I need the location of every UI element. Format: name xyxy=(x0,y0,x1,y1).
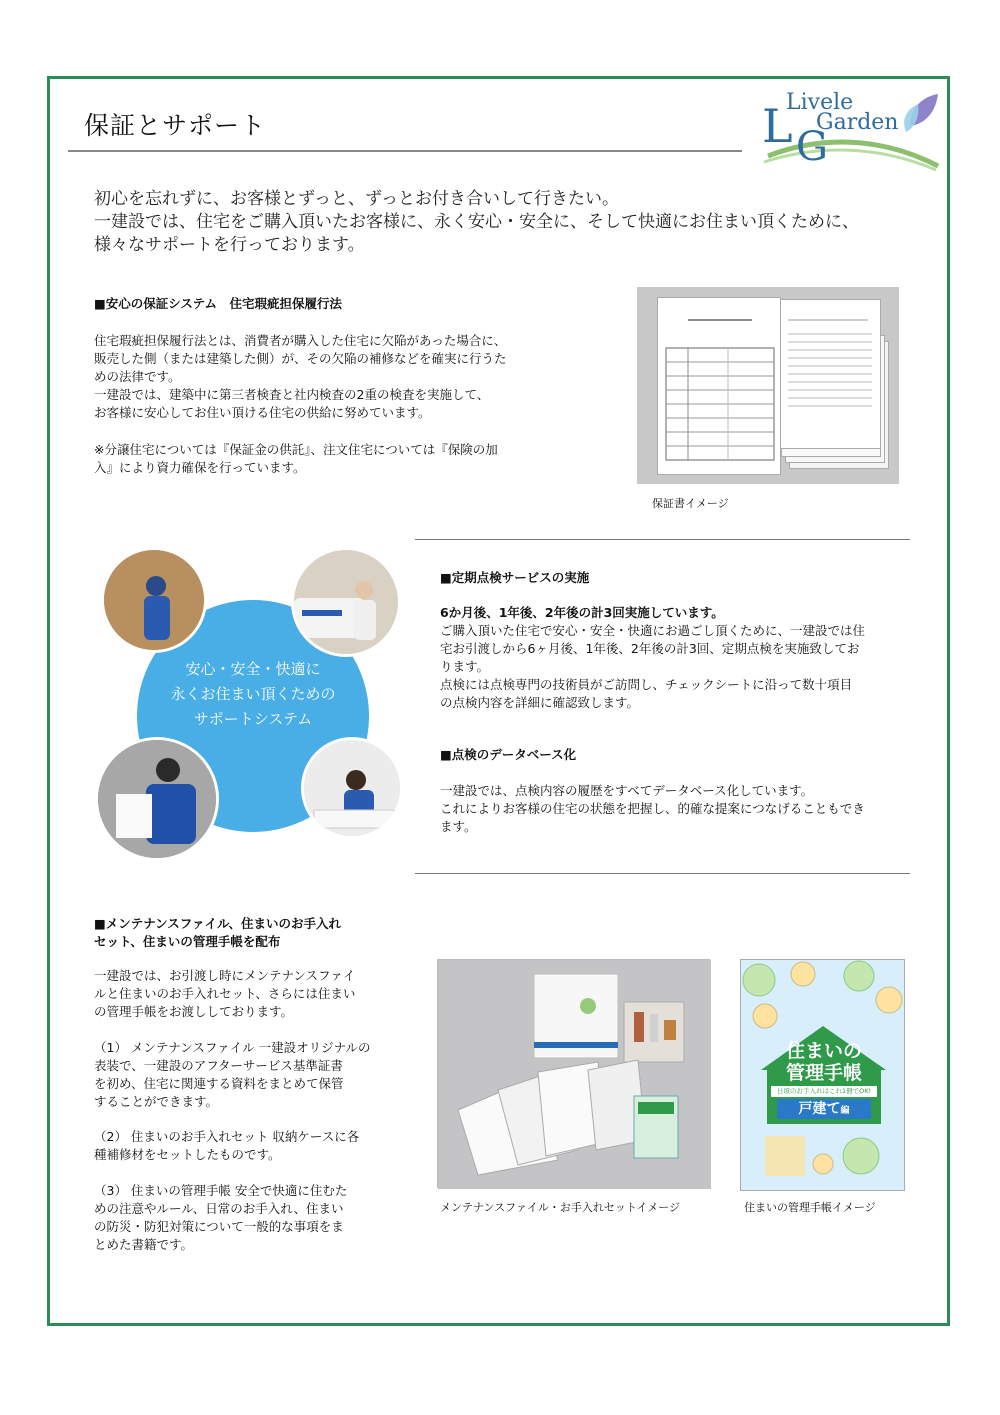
warranty-certificate-document xyxy=(657,297,781,475)
svg-text:G: G xyxy=(796,124,828,170)
warranty-note-line: 入』により資力確保を行っています。 xyxy=(94,460,306,475)
maintenance-line: （1） メンテナンスファイル 一建設オリジナルの xyxy=(94,1040,371,1055)
maintenance-heading-line: セット、住まいの管理手帳を配布 xyxy=(94,934,281,949)
booklet-ribbon: 日頃のお手入れはこれ1冊でOK! xyxy=(771,1086,877,1097)
warranty-line: 販売した側（または建築した側）が、その欠陥の補修などを確実に行うた xyxy=(94,351,507,366)
management-booklet-cover xyxy=(740,959,905,1191)
maintenance-line: 表装で、一建設のアフターサービス基準証書 xyxy=(94,1058,343,1073)
inspection-line: ご購入頂いた住宅で安心・安全・快適にお過ごし頂くために、一建設では住 xyxy=(440,623,866,638)
maintenance-heading xyxy=(94,915,341,951)
maintenance-line: を初め、住宅に関連する資料をまとめて保管 xyxy=(94,1076,344,1091)
booklet-title-line: 住まいの xyxy=(785,1040,862,1062)
database-body xyxy=(440,782,865,836)
maintenance-para4 xyxy=(94,1182,347,1254)
service-van-icon xyxy=(294,550,398,654)
page-title: 保証とサポート xyxy=(84,111,267,140)
intro-line: 様々なサポートを行っております。 xyxy=(94,235,365,255)
document-lines-icon xyxy=(778,300,882,450)
maintenance-line: 種補修材をセットしたものです。 xyxy=(94,1147,281,1162)
support-line: 永くお住まい頂くための xyxy=(170,685,336,703)
booklet-type-label xyxy=(777,1099,871,1119)
maintenance-para3 xyxy=(94,1128,359,1164)
maintenance-line: 一建設では、お引渡し時にメンテナンスファイ xyxy=(94,968,356,983)
maintenance-line: （3） 住まいの管理手帳 安全で快適に住むた xyxy=(94,1183,348,1198)
database-heading: ■点検のデータベース化 xyxy=(440,747,577,762)
support-circle-text xyxy=(137,657,369,732)
maintenance-photo-caption: メンテナンスファイル・お手入れセットイメージ xyxy=(440,1201,681,1214)
booklet-type: 戸建て xyxy=(798,1101,841,1117)
inspection-subheading: 6か月後、1年後、2年後の計3回実施しています。 xyxy=(440,605,724,620)
section-divider xyxy=(415,539,910,540)
photo-technician-door xyxy=(101,547,207,653)
maintenance-para1 xyxy=(94,967,355,1021)
warranty-document-image xyxy=(637,287,899,484)
livele-garden-logo xyxy=(760,86,942,172)
cabinet-inspection-icon xyxy=(304,740,400,836)
database-line: これによりお客様の住宅の状態を把握し、的確な提案につなげることもでき xyxy=(440,801,865,816)
database-line: 一建設では、点検内容の履歴をすべてデータベース化しています。 xyxy=(440,783,814,798)
warranty-line: お客様に安心してお住い頂ける住宅の供給に努めています。 xyxy=(94,405,431,420)
booklet-caption: 住まいの管理手帳イメージ xyxy=(744,1201,876,1214)
maintenance-line: めの注意やルール、日常のお手入れ、住まい xyxy=(94,1201,344,1216)
support-line: サポートシステム xyxy=(193,710,313,728)
support-system-graphic xyxy=(95,545,400,860)
inspection-line: の点検内容を詳細に確認致します。 xyxy=(440,695,640,710)
inspection-line: 点検には点検専門の技術員がご訪問し、チェックシートに沿って数十項目 xyxy=(440,677,853,692)
inspection-heading: ■定期点検サービスの実施 xyxy=(440,570,590,585)
logo-text-line2: Garden xyxy=(816,110,899,135)
warranty-line: めの法律です。 xyxy=(94,369,181,384)
after-service-document xyxy=(777,299,881,449)
inspector-icon xyxy=(98,740,216,858)
inspection-body xyxy=(440,622,865,712)
booklet-title xyxy=(767,1040,881,1084)
maintenance-line: とめた書籍です。 xyxy=(94,1237,194,1252)
support-line: 安心・安全・快適に xyxy=(185,660,321,678)
maintenance-line: することができます。 xyxy=(94,1094,219,1109)
form-table-icon xyxy=(658,298,782,476)
inspection-line: ります。 xyxy=(440,659,490,674)
maintenance-line: ルと住まいのお手入れセット、さらには住まい xyxy=(94,986,356,1001)
booklet-type-suffix: 編 xyxy=(840,1106,850,1116)
maintenance-heading-line: ■メンテナンスファイル、住まいのお手入れ xyxy=(94,916,342,931)
photo-inspector-checklist xyxy=(95,737,219,861)
section-divider xyxy=(415,873,910,874)
maintenance-kit-icon xyxy=(438,960,711,1189)
warranty-image-caption: 保証書イメージ xyxy=(652,497,729,510)
intro-line: 初心を忘れずに、お客様とずっと、ずっとお付き合いして行きたい。 xyxy=(94,189,619,209)
intro-line: 一建設では、住宅をご購入頂いたお客様に、永く安心・安全に、そして快適にお住まい頂くために、 xyxy=(94,212,859,232)
maintenance-line: の管理手帳をお渡ししております。 xyxy=(94,1004,294,1019)
logo-text-line1: Livele xyxy=(786,90,854,115)
title-divider xyxy=(68,150,742,152)
warranty-body xyxy=(94,332,507,422)
photo-cabinet-inspection xyxy=(301,737,403,839)
maintenance-para2 xyxy=(94,1039,371,1111)
warranty-note-line: ※分譲住宅については『保証金の供託』、注文住宅については『保険の加 xyxy=(94,442,498,457)
intro-text xyxy=(94,188,894,257)
booklet-title-line: 管理手帳 xyxy=(785,1062,862,1084)
warranty-line: 一建設では、建築中に第三者検査と社内検査の2重の検査を実施して、 xyxy=(94,387,490,402)
database-line: ます。 xyxy=(440,819,477,834)
maintenance-file-photo xyxy=(437,959,710,1188)
warranty-heading: ■安心の保証システム 住宅瑕疵担保履行法 xyxy=(94,296,343,311)
photo-service-van xyxy=(291,547,401,657)
inspection-line: 宅お引渡しから6ヶ月後、1年後、2年後の計3回、定期点検を実施致してお xyxy=(440,641,860,656)
maintenance-line: （2） 住まいのお手入れセット 収納ケースに各 xyxy=(94,1129,360,1144)
warranty-line: 住宅瑕疵担保履行法とは、消費者が購入した住宅に欠陥があった場合に、 xyxy=(94,333,507,348)
maintenance-line: の防災・防犯対策について一般的な事項をま xyxy=(94,1219,344,1234)
svg-text:L: L xyxy=(762,99,793,153)
warranty-note xyxy=(94,441,498,477)
technician-icon xyxy=(104,550,204,650)
